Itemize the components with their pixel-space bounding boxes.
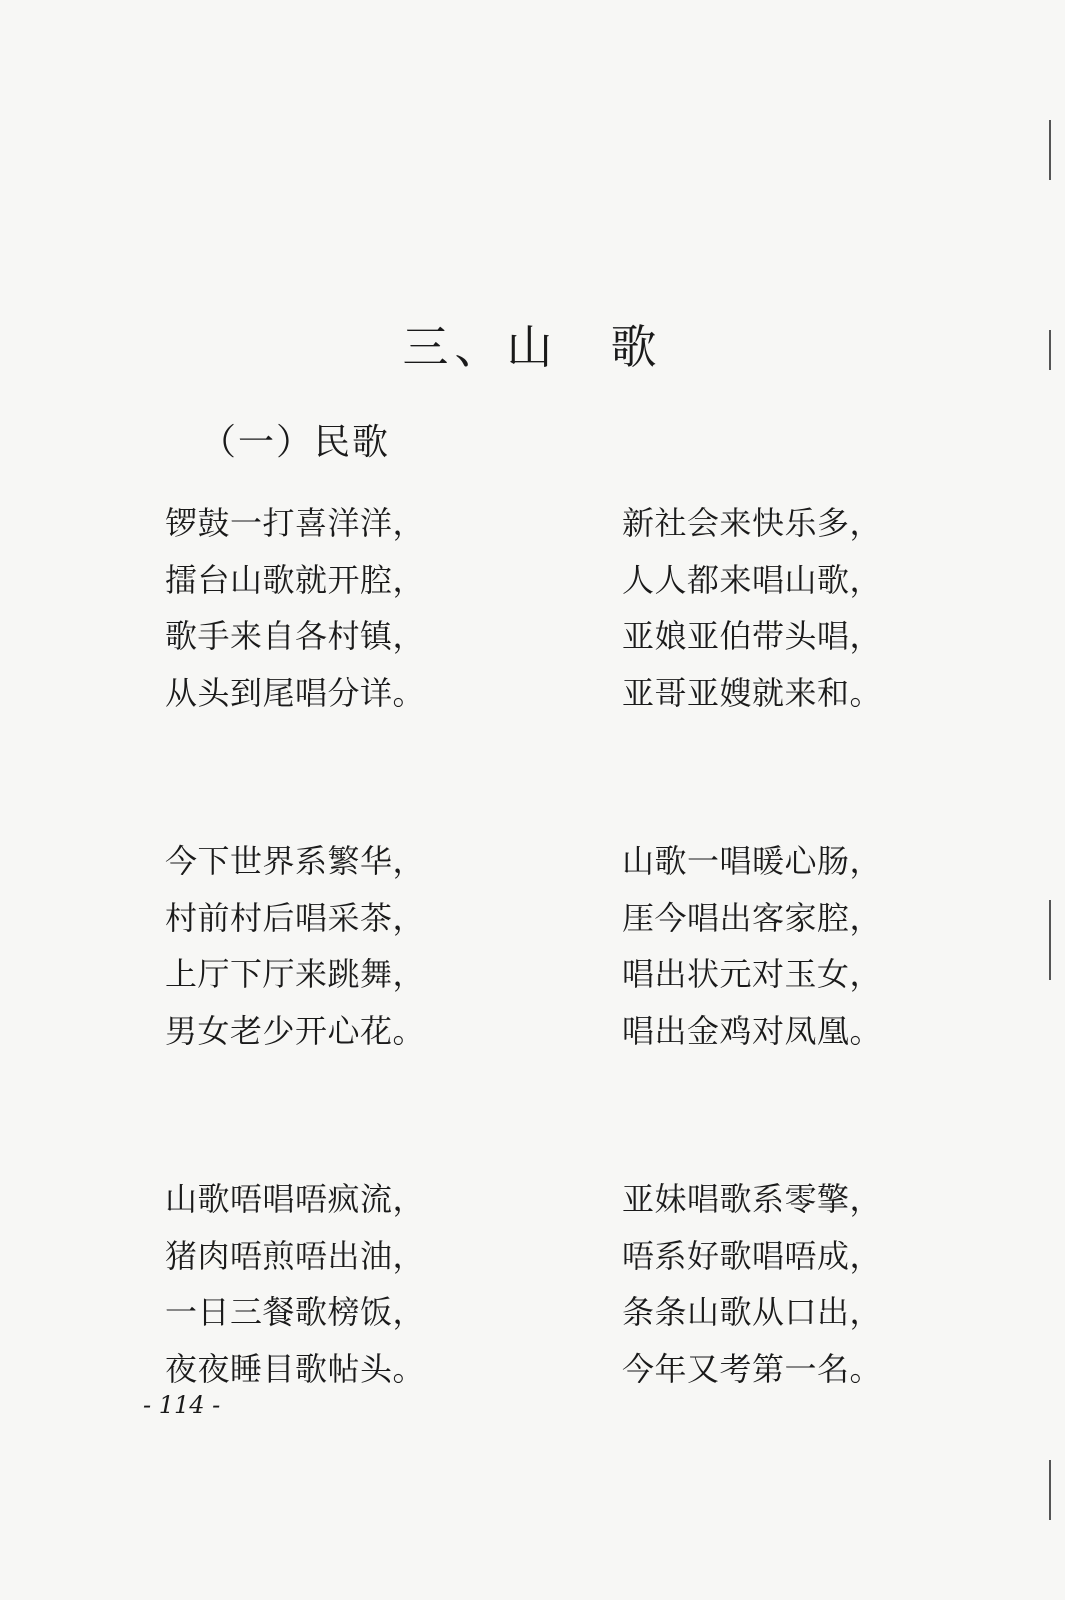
verse-line: 山歌一唱暖心肠，: [622, 842, 883, 880]
right-column: [622, 495, 882, 1509]
verse-line: 唱出金鸡对凤凰。: [622, 1011, 883, 1050]
verse-line: 夜夜睡目歌帖头。: [165, 1349, 426, 1388]
stanza: [165, 1171, 425, 1397]
scan-edge-mark: [1049, 900, 1051, 980]
verse-line: 亚娘亚伯带头唱，: [622, 617, 883, 655]
section-heading: （一）民歌: [200, 422, 391, 463]
verse-line: 人人都来唱山歌，: [622, 560, 883, 599]
verse-line: 亚哥亚嫂就来和。: [622, 673, 883, 712]
verse-line: 条条山歌从口出，: [622, 1293, 883, 1331]
verse-line: 新社会来快乐多，: [622, 504, 883, 542]
verse-line: 今年又考第一名。: [622, 1349, 883, 1388]
scan-edge-mark: [1049, 330, 1051, 370]
verse-line: 山歌唔唱唔疯流，: [165, 1180, 426, 1218]
verse-line: 猪肉唔煎唔出油，: [165, 1236, 426, 1275]
scan-edge-mark: [1049, 1460, 1051, 1520]
verse-line: 男女老少开心花。: [165, 1011, 426, 1050]
stanza: [622, 1171, 882, 1397]
verse-line: 村前村后唱采茶，: [165, 898, 426, 937]
verse-line: 唱出状元对玉女，: [622, 955, 883, 993]
page-title: 三、山 歌: [402, 320, 663, 374]
verse-line: 歌手来自各村镇，: [165, 617, 426, 655]
left-column: [165, 495, 425, 1509]
verse-line: 亚妹唱歌系零擎，: [622, 1180, 883, 1218]
verse-line: 唔系好歌唱唔成，: [622, 1236, 883, 1275]
stanza: [165, 833, 425, 1059]
stanza: [165, 495, 425, 721]
verse-line: 一日三餐歌榜饭，: [165, 1293, 426, 1331]
page-number: - 114 -: [143, 1391, 221, 1419]
verse-line: 锣鼓一打喜洋洋，: [165, 504, 426, 542]
verse-line: 今下世界系繁华，: [165, 842, 426, 880]
scan-edge-mark: [1049, 120, 1051, 180]
stanza: [622, 833, 882, 1059]
verse-line: 从头到尾唱分详。: [165, 673, 426, 712]
verse-line: 厓今唱出客家腔，: [622, 898, 883, 937]
stanza: [622, 495, 882, 721]
verse-line: 上厅下厅来跳舞，: [165, 955, 426, 993]
verse-line: 擂台山歌就开腔，: [165, 560, 426, 599]
